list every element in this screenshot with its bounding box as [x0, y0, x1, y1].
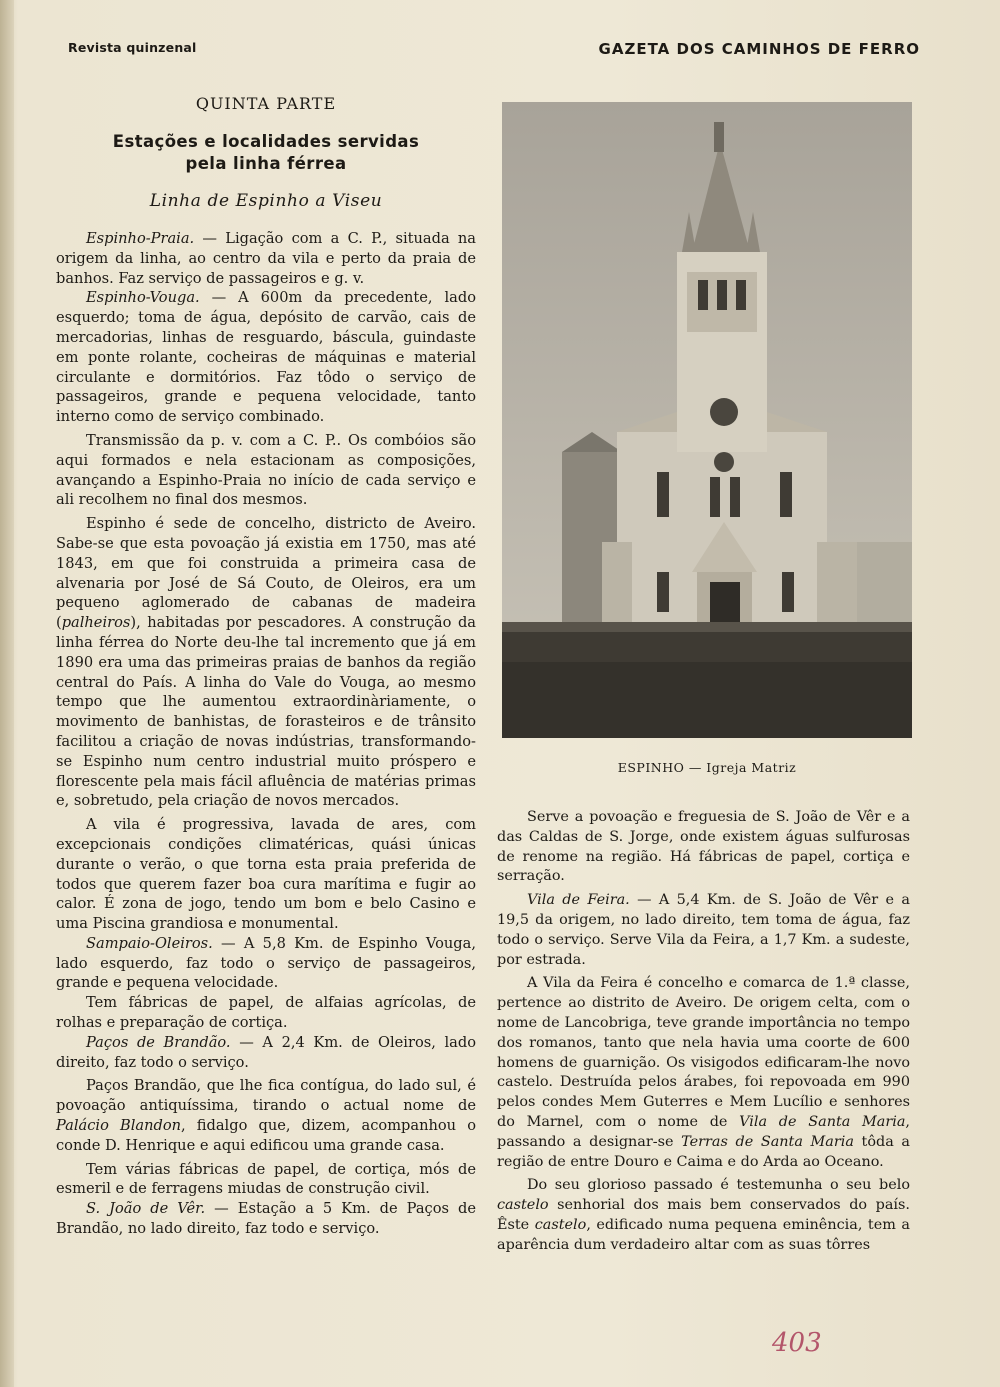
header-left: Revista quinzenal: [68, 40, 197, 55]
paragraph-castelo: Do seu glorioso passado é testemunha o seu belo castelo senhorial dos mais bem conservados do país. Êste castelo, edificado numa pequena eminência, tem a aparência dum verdadeiro altar com as suas tôrres: [497, 1177, 910, 1253]
part-heading: QUINTA PARTE: [195, 94, 337, 113]
paragraph-espinho-history: Espinho é sede de concelho, districto de Aveiro. Sabe-se que esta povoação já existia em 1750, mas até 1843, em que foi construida a primeira casa de alvenaria por José de Sá Couto, de Oleiros, era um pequeno aglomerado de cabanas de madeira (palheiros), habitadas por pescadores. A construção da linha férrea do Norte deu-lhe tal incremento que já em 1890 era uma das primeiras praias de banhos da região central do País. A linha do Vale do Vouga, ao mesmo tempo que lhe aumentou extraordinàriamente, o movimento de banhistas, de forasteiros e de trânsito facilitou a criação de novas indústrias, transformando-se Espinho num centro industrial muito próspero e florescente pela mais fácil afluência de matérias primas e, sobretudo, pela criação de novos mercados.: [56, 515, 476, 810]
paragraph-vila-de-feira: Vila de Feira. — A 5,4 Km. de S. João de Vêr e a 19,5 da origem, no lado direito, tem toma de água, faz todo o serviço. Serve Vila da Feira, a 1,7 Km. a sudeste, por estrada.: [497, 892, 910, 968]
paragraph-fabricas-pacos: Tem várias fábricas de papel, de cortiça, mós de esmeril e de ferragens miudas de construção civil.: [56, 1160, 476, 1198]
paragraph-serve-povoacao: Serve a povoação e freguesia de S. João de Vêr e a das Caldas de S. Jorge, onde existem águas sulfurosas de renome na região. Há fábricas de papel, cortiça e serração.: [497, 809, 910, 885]
station-name: Paços de Brandão.: [86, 1033, 231, 1051]
station-name: Sampaio-Oleiros.: [86, 934, 213, 952]
left-column: [56, 94, 476, 1239]
article-title: [56, 131, 476, 175]
paragraph-vila: A vila é progressiva, lavada de ares, com excepcionais condições climatéricas, quási únicas durante o verão, o que torna esta praia preferida de todos que querem fazer boa cura marítima e fugir ao calor. É zona de jogo, tendo um bom e belo Casino e uma Piscina grandiosa e monumental.: [56, 816, 476, 933]
photo-caption: ESPINHO — Igreja Matriz: [617, 760, 797, 775]
paragraph-espinho-vouga: Espinho-Vouga. — A 600m da precedente, lado esquerdo; toma de água, depósito de carvão, cais de mercadorias, linhas de resguardo, báscula, guindaste em ponte rolante, cocheiras de máquinas e material circulante e dormitórios. Faz tôdo o serviço de passageiros, grande e pequena velocidade, tanto interno como de serviço combinado.: [56, 289, 476, 426]
paragraph-transmissao: Transmissão da p. v. com a C. P.. Os combóios são aqui formados e nela estacionam as composições, avançando a Espinho-Praia no início de cada serviço e ali recolhem no final dos mesmos.: [56, 431, 476, 509]
page-binding-edge: [0, 0, 14, 1387]
article-title-line2: pela linha férrea: [185, 154, 347, 173]
station-name: Espinho-Praia.: [86, 230, 195, 247]
paragraph-pacos-history: Paços Brandão, que lhe fica contígua, do lado sul, é povoação antiquíssima, tirando o actual nome de Palácio Blandon, fidalgo que, dizem, acompanhou o conde D. Henrique e aqui edificou uma grande casa.: [56, 1077, 476, 1154]
paragraph-sao-joao-de-ver: S. João de Vêr. — Estação a 5 Km. de Paços de Brandão, no lado direito, faz todo e serviço.: [56, 1200, 476, 1238]
station-name: Espinho-Vouga.: [86, 289, 200, 307]
right-column: [497, 808, 910, 1256]
church-illustration: [502, 102, 912, 738]
article-title-line1: Estações e localidades servidas: [112, 132, 420, 151]
paragraph-vila-da-feira-history: A Vila da Feira é concelho e comarca de 1.ª classe, pertence ao distrito de Aveiro. De origem celta, com o nome de Lancobriga, teve grande importância no tempo dos romanos, tanto que nela havia uma coorte de 600 homens de guarnição. Os visigodos edificaram-lhe novo castelo. Destruída pelos árabes, foi repovoada em 990 pelos condes Mem Guterres e Mem Lucílio e senhores do Marnel, com o nome de Vila de Santa Maria, passando a designar-se Terras de Santa Maria tôda a região de entre Douro e Caima e do Arda ao Oceano.: [497, 975, 910, 1170]
article-subtitle: Linha de Espinho a Viseu: [149, 191, 383, 211]
page-number: 403: [772, 1328, 822, 1358]
header-right: GAZETA DOS CAMINHOS DE FERRO: [598, 40, 920, 58]
station-name: S. João de Vêr.: [86, 1200, 206, 1218]
paragraph-pacos-de-brandao: Paços de Brandão. — A 2,4 Km. de Oleiros, lado direito, faz todo o serviço.: [56, 1033, 476, 1071]
station-name: Vila de Feira.: [527, 892, 630, 909]
church-photo: [502, 102, 912, 738]
paragraph-espinho-praia: Espinho-Praia. — Ligação com a C. P., situada na origem da linha, ao centro da vila e perto da praia de banhos. Faz serviço de passageiros e g. v.: [56, 230, 476, 287]
paragraph-sampaio-oleiros: Sampaio-Oleiros. — A 5,8 Km. de Espinho Vouga, lado esquerdo, faz todo o serviço de passageiros, grande e pequena velocidade.: [56, 934, 476, 992]
paragraph-fabricas-oleiros: Tem fábricas de papel, de alfaias agrícolas, de rolhas e preparação de cortiça.: [56, 994, 476, 1032]
